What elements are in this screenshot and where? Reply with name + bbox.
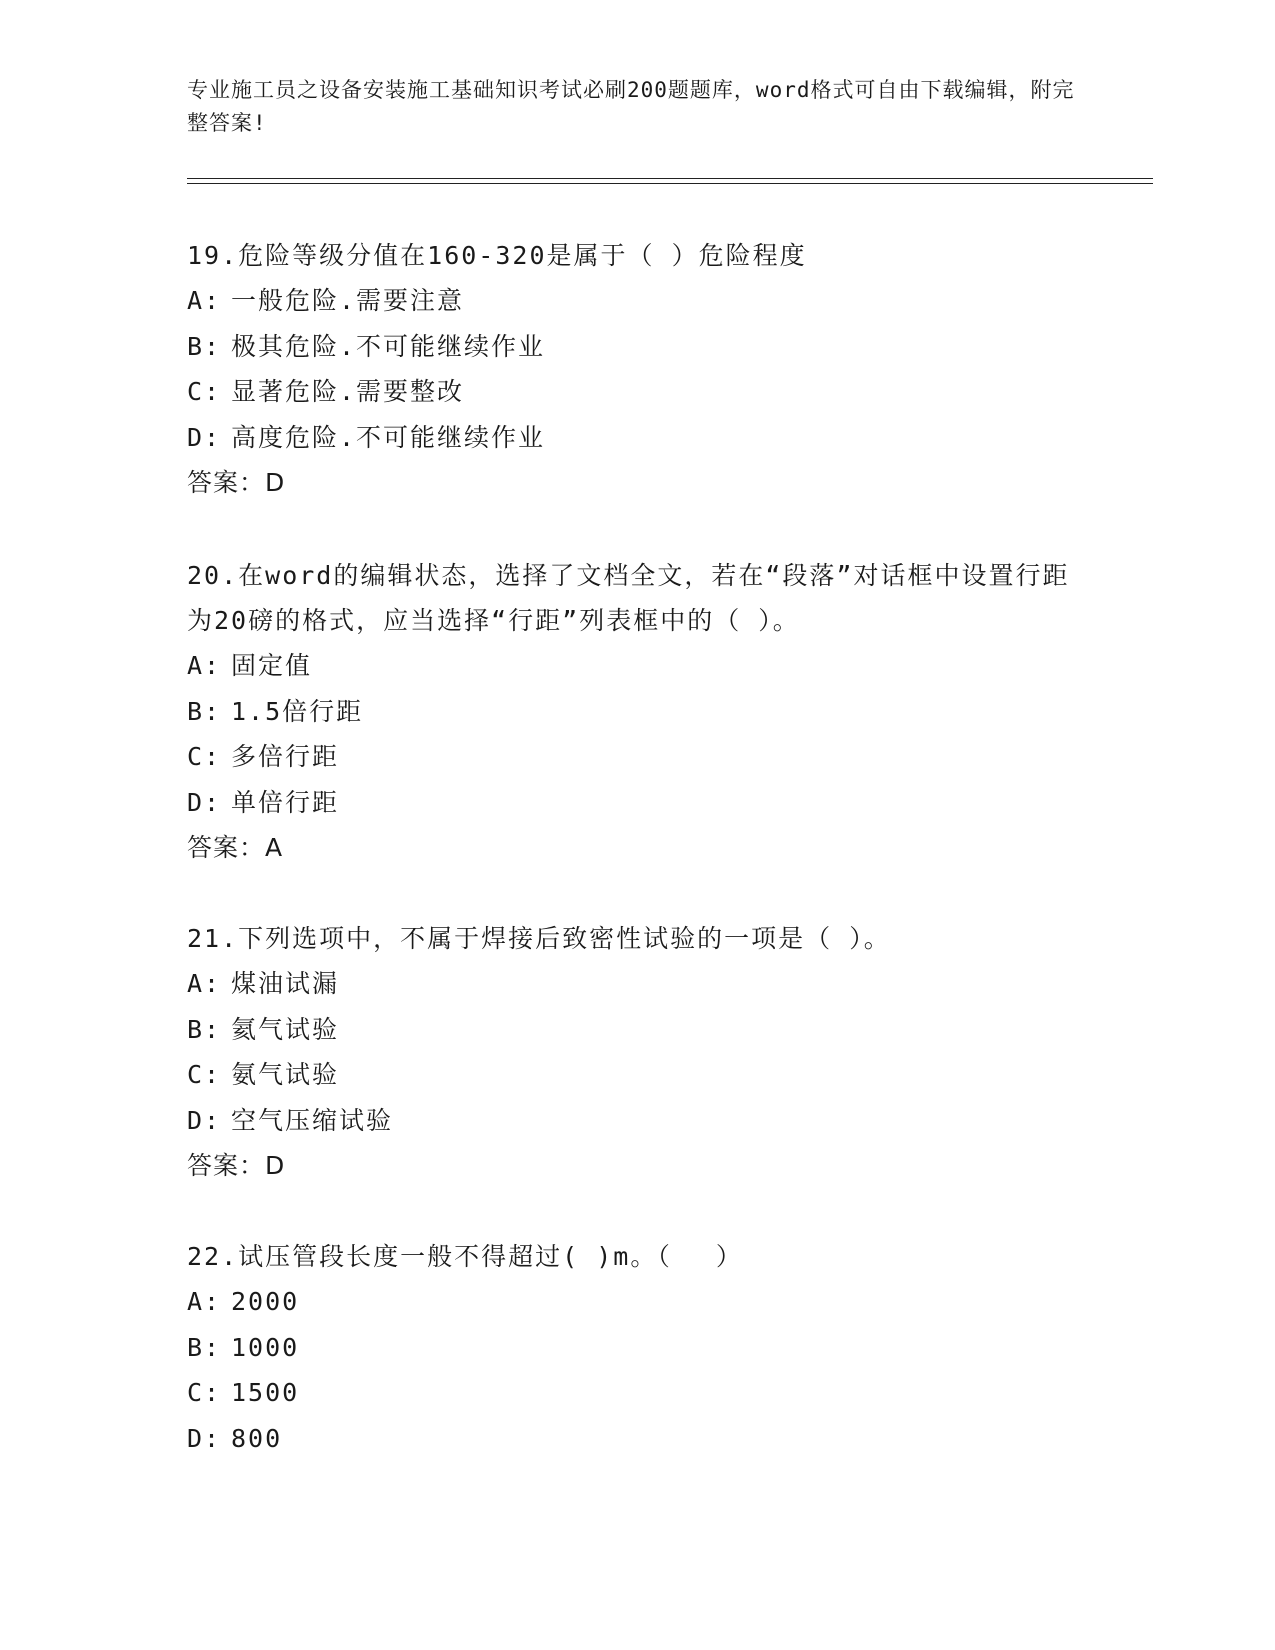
option-text: 极其危险.不可能继续作业 bbox=[231, 331, 546, 361]
question-stem: 19.危险等级分值在160-320是属于（ ）危险程度 bbox=[187, 241, 807, 270]
option-a bbox=[187, 1279, 1087, 1325]
option-text: 显著危险.需要整改 bbox=[231, 377, 465, 406]
option-b bbox=[187, 689, 1087, 735]
header-divider bbox=[187, 178, 1153, 184]
option-text: 空气压缩试验 bbox=[231, 1105, 394, 1135]
option-text: 1000 bbox=[231, 1332, 300, 1362]
option-text: 800 bbox=[231, 1423, 283, 1453]
option-c bbox=[187, 734, 1087, 780]
option-key: D: bbox=[187, 787, 222, 817]
option-c bbox=[187, 1052, 1087, 1098]
option-b bbox=[187, 324, 1087, 370]
question-stem: 22.试压管段长度一般不得超过( )m。（ ） bbox=[187, 1242, 743, 1271]
option-key: C: bbox=[187, 377, 222, 406]
question-19 bbox=[187, 233, 1087, 505]
answer-line: 答案：A bbox=[187, 833, 284, 862]
option-key: A: bbox=[187, 651, 222, 680]
option-text: 多倍行距 bbox=[231, 742, 340, 771]
option-text: 固定值 bbox=[231, 651, 313, 680]
option-d bbox=[187, 1416, 1087, 1462]
option-text: 氨气试验 bbox=[231, 1060, 340, 1089]
question-stem: 20.在word的编辑状态，选择了文档全文，若在“段落”对话框中设置行距为20磅的格式，应当选择“行距”列表框中的（ ）。 bbox=[187, 561, 1070, 635]
option-b bbox=[187, 1325, 1087, 1371]
option-a bbox=[187, 278, 1087, 324]
option-key: B: bbox=[187, 696, 222, 726]
option-d bbox=[187, 1098, 1087, 1144]
option-text: 煤油试漏 bbox=[231, 969, 340, 998]
document-title: 专业施工员之设备安装施工基础知识考试必刷200题题库，word格式可自由下载编辑，附完整答案! bbox=[187, 78, 1075, 135]
option-key: C: bbox=[187, 742, 222, 771]
option-a bbox=[187, 643, 1087, 689]
option-key: A: bbox=[187, 1287, 222, 1316]
option-key: B: bbox=[187, 1332, 222, 1362]
option-key: D: bbox=[187, 1105, 222, 1135]
option-key: C: bbox=[187, 1378, 222, 1407]
option-a bbox=[187, 961, 1087, 1007]
option-text: 高度危险.不可能继续作业 bbox=[231, 422, 546, 452]
option-text: 1500 bbox=[231, 1378, 300, 1407]
option-text: 2000 bbox=[231, 1287, 300, 1316]
option-key: C: bbox=[187, 1060, 222, 1089]
option-key: A: bbox=[187, 286, 222, 315]
question-stem: 21.下列选项中，不属于焊接后致密性试验的一项是（ ）。 bbox=[187, 924, 891, 953]
document-header bbox=[187, 74, 1077, 140]
option-text: 1.5倍行距 bbox=[231, 696, 364, 726]
question-20 bbox=[187, 553, 1087, 870]
answer-line: 答案：D bbox=[187, 1151, 286, 1180]
option-key: A: bbox=[187, 969, 222, 998]
option-key: B: bbox=[187, 1014, 222, 1044]
question-21 bbox=[187, 916, 1087, 1188]
option-text: 单倍行距 bbox=[231, 787, 340, 817]
option-text: 氦气试验 bbox=[231, 1014, 340, 1044]
option-c bbox=[187, 1370, 1087, 1416]
option-key: B: bbox=[187, 331, 222, 361]
option-d bbox=[187, 415, 1087, 461]
answer-line: 答案：D bbox=[187, 468, 286, 497]
question-22 bbox=[187, 1234, 1087, 1461]
option-b bbox=[187, 1007, 1087, 1053]
option-c bbox=[187, 369, 1087, 415]
option-text: 一般危险.需要注意 bbox=[231, 286, 465, 315]
option-key: D: bbox=[187, 422, 222, 452]
option-key: D: bbox=[187, 1423, 222, 1453]
option-d bbox=[187, 780, 1087, 826]
